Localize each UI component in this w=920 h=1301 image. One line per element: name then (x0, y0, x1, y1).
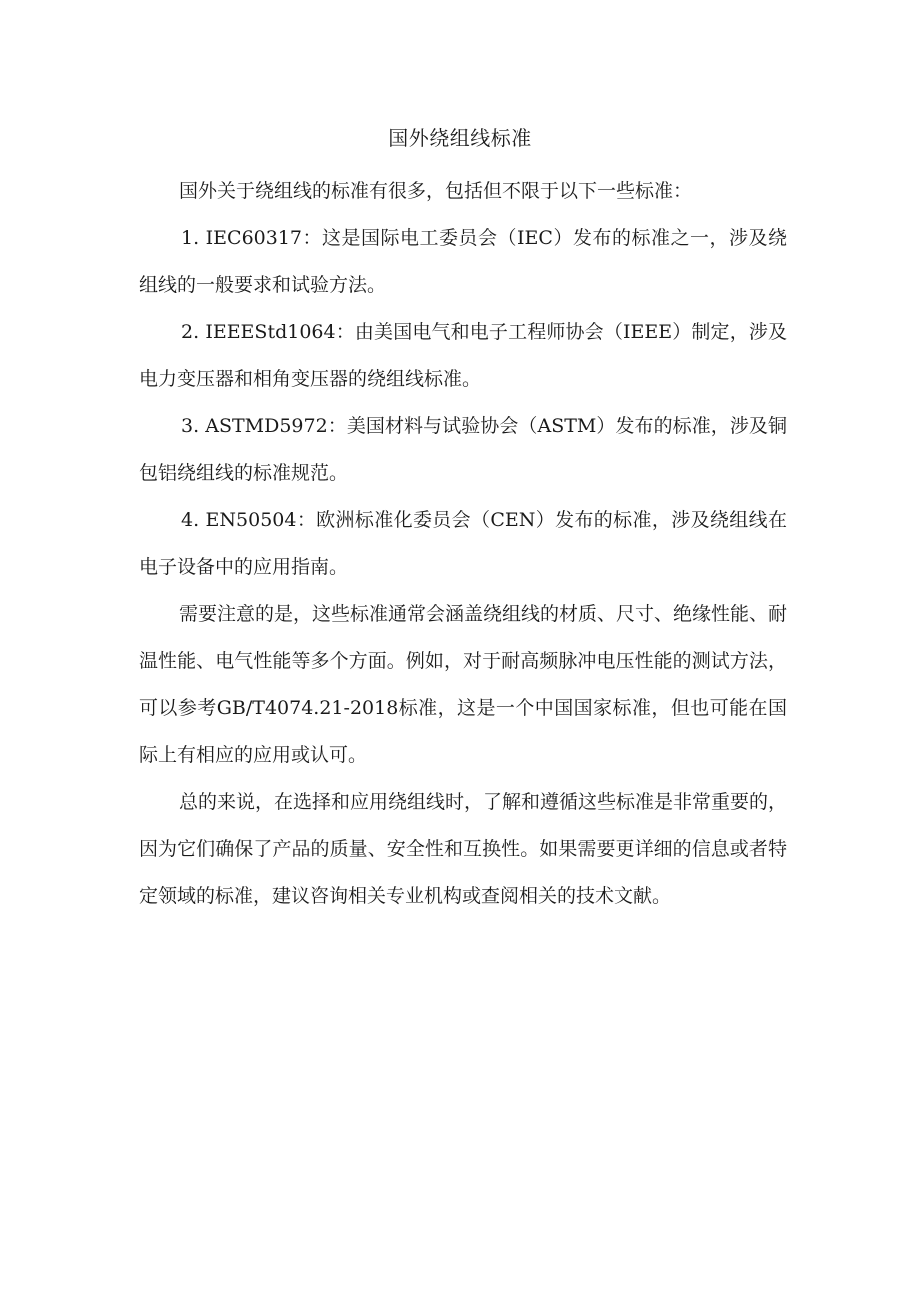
standard-item-astmd5972: 3. ASTMD5972：美国材料与试验协会（ASTM）发布的标准，涉及铜包铝绕组线的标准规范。 (139, 415, 787, 484)
document-body (139, 168, 787, 920)
document-title: 国外绕组线标准 (388, 126, 532, 150)
standard-item-en50504: 4. EN50504：欧洲标准化委员会（CEN）发布的标准，涉及绕组线在电子设备中的应用指南。 (139, 509, 787, 578)
standard-item-ieee1064: 2. IEEEStd1064：由美国电气和电子工程师协会（IEEE）制定，涉及电力变压器和相角变压器的绕组线标准。 (139, 321, 787, 390)
note-paragraph: 需要注意的是，这些标准通常会涵盖绕组线的材质、尺寸、绝缘性能、耐温性能、电气性能等多个方面。例如，对于耐高频脉冲电压性能的测试方法，可以参考GB/T4074.21-2018标准，这是一个中国国家标准，但也可能在国际上有相应的应用或认可。 (139, 603, 788, 766)
standard-item-iec60317: 1. IEC60317：这是国际电工委员会（IEC）发布的标准之一，涉及绕组线的一般要求和试验方法。 (139, 227, 787, 296)
intro-paragraph: 国外关于绕组线的标准有很多，包括但不限于以下一些标准： (179, 180, 693, 202)
summary-paragraph: 总的来说，在选择和应用绕组线时，了解和遵循这些标准是非常重要的，因为它们确保了产品的质量、安全性和互换性。如果需要更详细的信息或者特定领域的标准，建议咨询相关专业机构或查阅相关的技术文献。 (139, 791, 788, 907)
